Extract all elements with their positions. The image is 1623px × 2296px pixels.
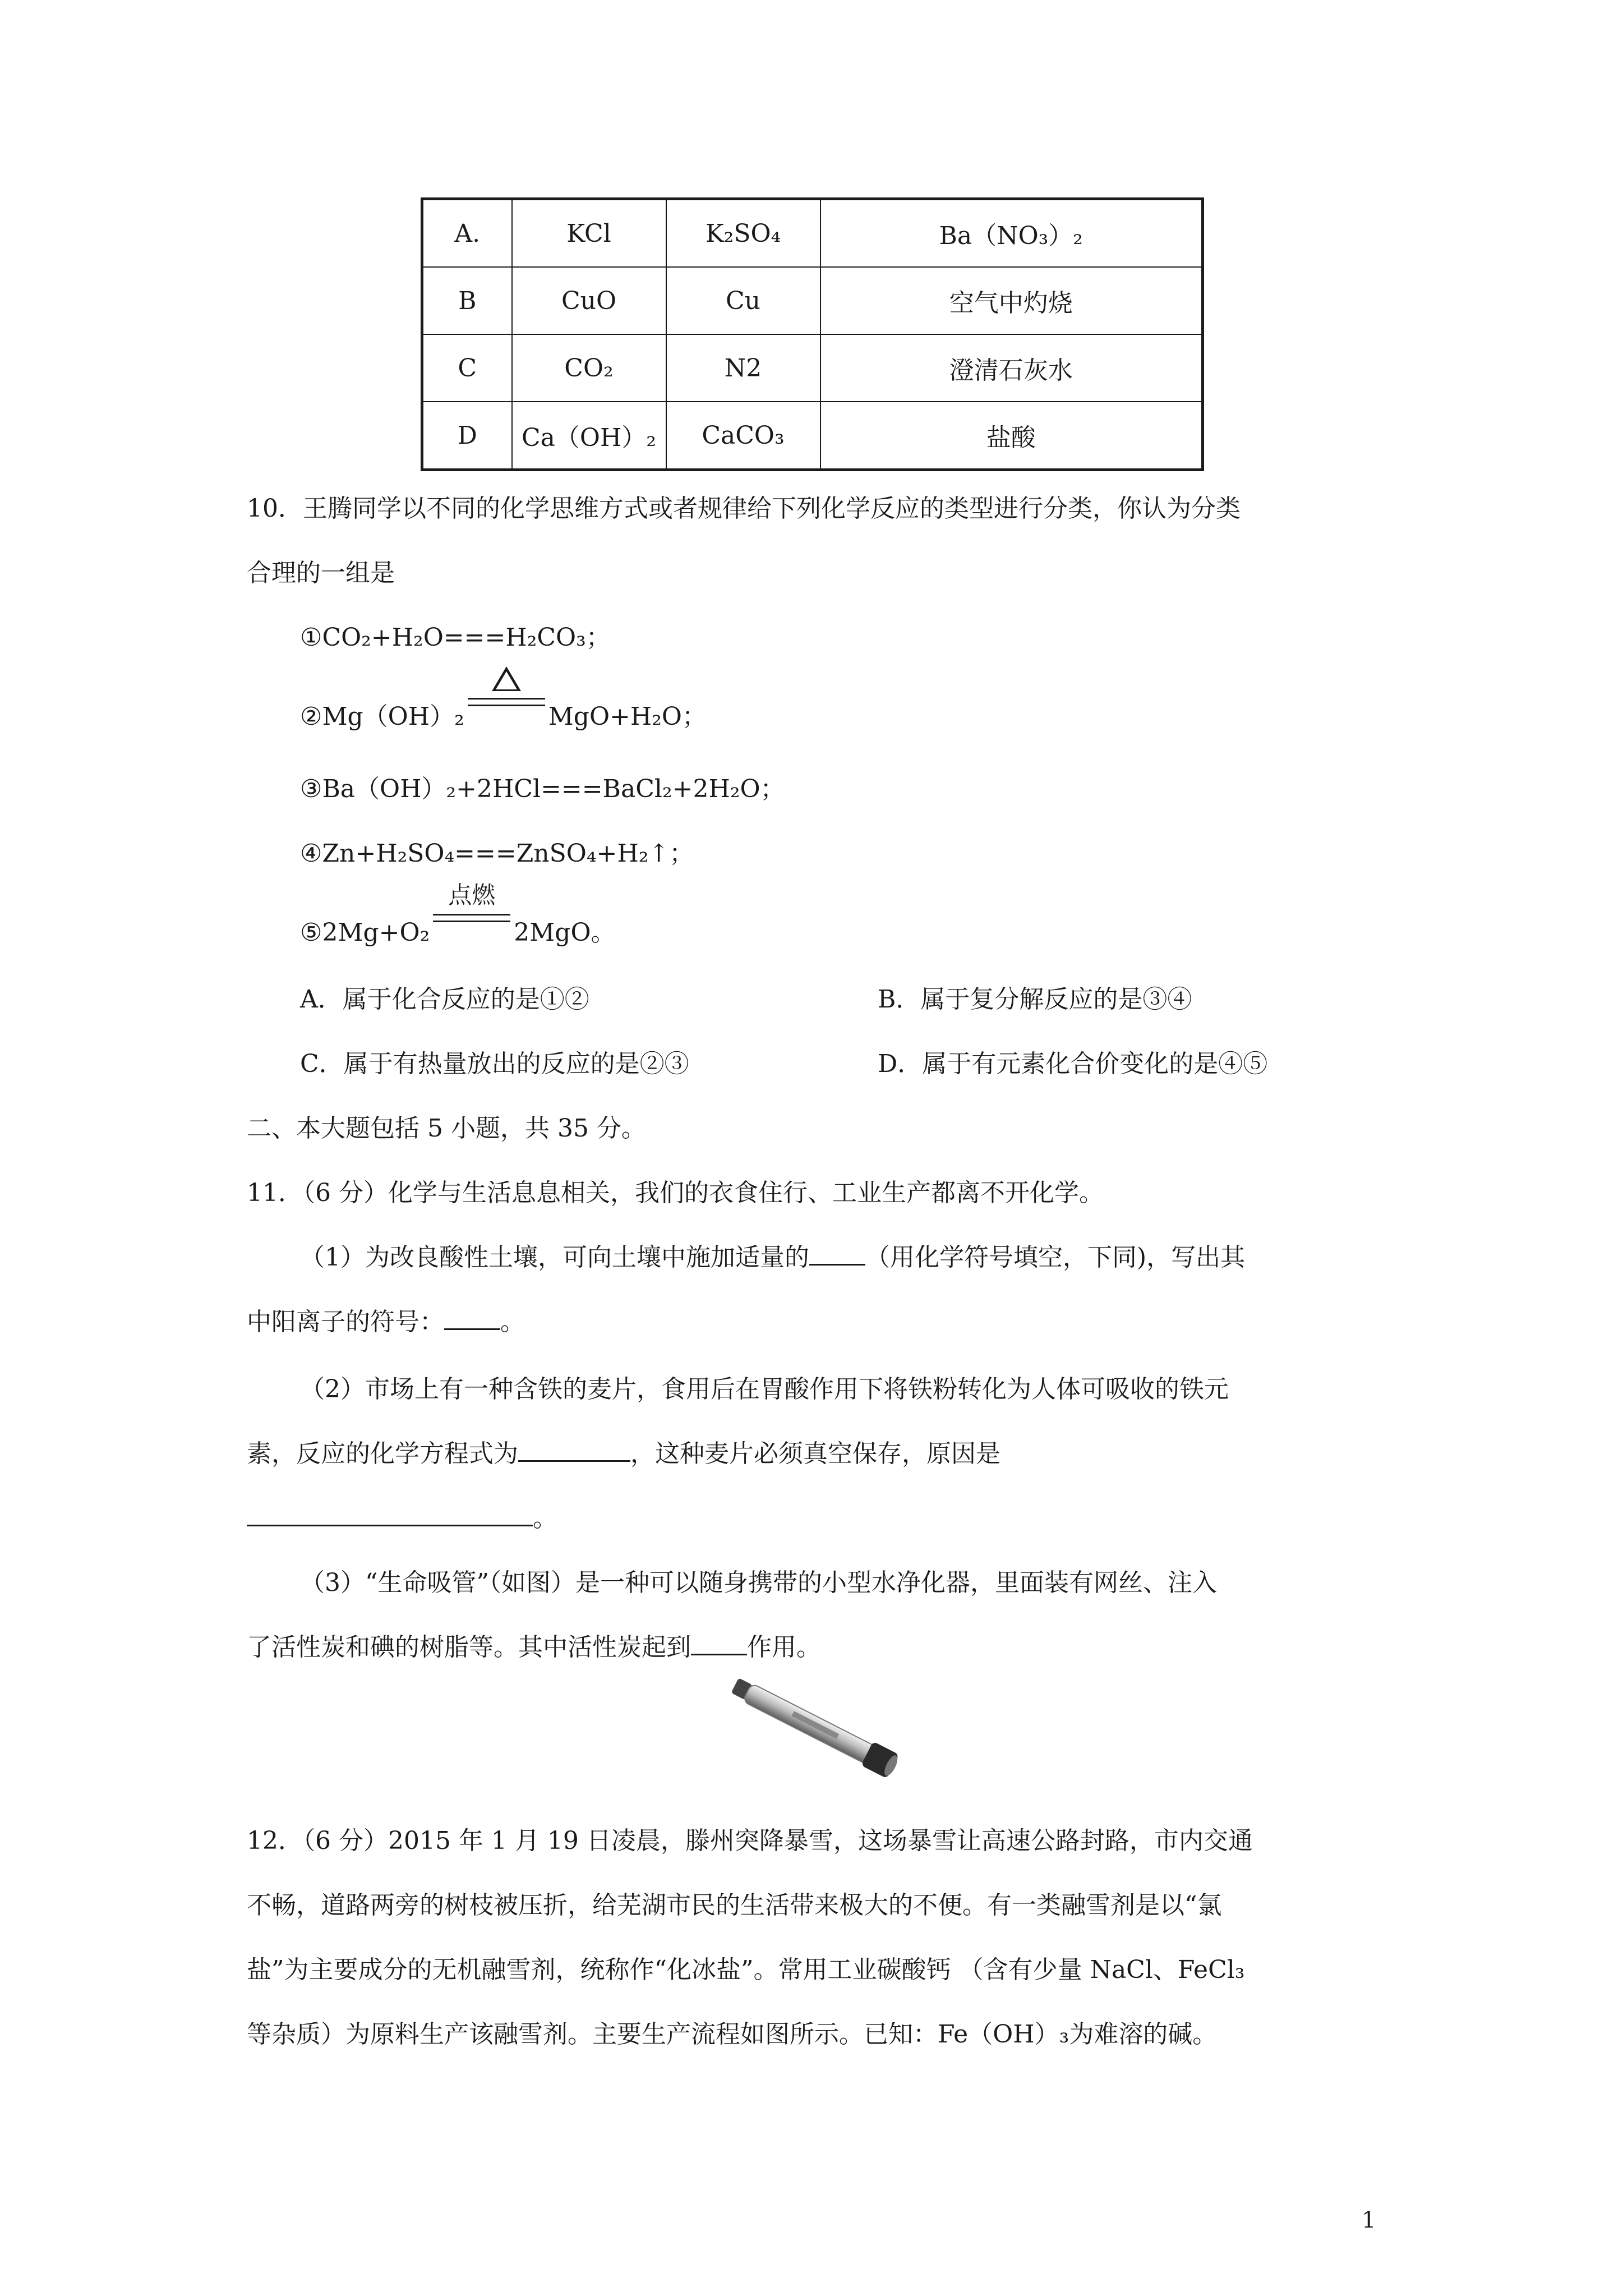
q11-part2-line1: （2）市场上有一种含铁的麦片，食用后在胃酸作用下将铁粉转化为人体可吸收的铁元: [300, 1375, 1229, 1404]
q10-equation-2: [300, 696, 707, 732]
row-label: D: [422, 402, 512, 470]
row-label: B: [422, 267, 512, 334]
table-cell: KCl: [512, 199, 666, 268]
answer-blank[interactable]: [809, 1263, 865, 1266]
q11-part2-line3: 。: [247, 1498, 557, 1534]
q12-line4: 等杂质）为原料生产该融雪剂。主要生产流程如图所示。已知：Fe（OH）₃为难溶的碱。: [247, 2020, 1218, 2049]
q12-line3: 盐”为主要成分的无机融雪剂，统称作“化冰盐”。常用工业碳酸钙 （含有少量 NaCl、FeCl₃: [247, 1955, 1245, 1984]
eq2-product: MgO+H₂O；: [548, 702, 707, 731]
table-cell: Ba（NO₃）₂: [820, 199, 1203, 268]
row-label: C: [422, 334, 512, 402]
heat-condition-sign: [464, 696, 548, 729]
table-cell: Cu: [666, 267, 820, 334]
q10-equation-4: ④Zn+H₂SO₄===ZnSO₄+H₂↑；: [300, 839, 694, 868]
eq5-reactant: ⑤2Mg+O₂: [300, 918, 430, 947]
life-straw-image: [721, 1673, 912, 1785]
table-cell: CaCO₃: [666, 402, 820, 470]
q10-option-b: B．属于复分解反应的是③④: [878, 985, 1192, 1014]
q10-equation-3: ③Ba（OH）₂+2HCl===BaCl₂+2H₂O；: [300, 775, 785, 803]
table-cell: CO₂: [512, 334, 666, 402]
ignite-condition-sign: [430, 881, 514, 945]
q10-stem-line2: 合理的一组是: [247, 559, 395, 587]
q10-equation-5: [300, 881, 616, 948]
answer-blank[interactable]: [247, 1524, 533, 1526]
q10-equation-1: ①CO₂+H₂O===H₂CO₃；: [300, 623, 611, 652]
q11-part2-line2: 素，反应的化学方程式为 ，这种麦片必须真空保存，原因是: [247, 1439, 1000, 1468]
eq2-reactant: ②Mg（OH）₂: [300, 702, 464, 731]
triangle-heat-icon: [492, 666, 521, 691]
table-cell: 盐酸: [820, 402, 1203, 470]
q12-line2: 不畅，道路两旁的树枝被压折，给芜湖市民的生活带来极大的不便。有一类融雪剂是以“氯: [247, 1891, 1222, 1920]
q11-part3-line2: 了活性炭和碘的树脂等。其中活性炭起到 作用。: [247, 1633, 821, 1662]
table-cell: CuO: [512, 267, 666, 334]
table-row: [422, 267, 1203, 334]
q10-option-d: D．属于有元素化合价变化的是④⑤: [878, 1050, 1268, 1078]
table-cell: 空气中灼烧: [820, 267, 1203, 334]
answer-blank[interactable]: [691, 1653, 747, 1655]
row-label: A.: [422, 199, 512, 268]
table-cell: N2: [666, 334, 820, 402]
q10-option-a: A．属于化合反应的是①②: [300, 985, 589, 1014]
page-number: 1: [1362, 2207, 1376, 2233]
answer-blank[interactable]: [444, 1328, 500, 1330]
q11-stem: 11．（6 分）化学与生活息息相关，我们的衣食住行、工业生产都离不开化学。: [247, 1179, 1104, 1207]
q12-line1: 12．（6 分）2015 年 1 月 19 日凌晨，滕州突降暴雪，这场暴雪让高速公路封路，市内交通: [247, 1826, 1253, 1855]
table-cell: K₂SO₄: [666, 199, 820, 268]
options-table: [421, 197, 1204, 471]
q11-part1-line1: （1）为改良酸性土壤，可向土壤中施加适量的 （用化学符号填空，下同)，写出其: [300, 1243, 1246, 1272]
q11-part3-line1: （3）“生命吸管”（如图）是一种可以随身携带的小型水净化器，里面装有网丝、注入: [300, 1568, 1217, 1597]
table-row: [422, 334, 1203, 402]
table-cell: 澄清石灰水: [820, 334, 1203, 402]
q10-option-c: C．属于有热量放出的反应的是②③: [300, 1050, 689, 1078]
q11-part1-line2: 中阳离子的符号： 。: [247, 1308, 525, 1336]
ignite-label: 点燃: [448, 881, 496, 909]
eq5-product: 2MgO。: [514, 918, 616, 947]
table-cell: Ca（OH）₂: [512, 402, 666, 470]
table-row: [422, 402, 1203, 470]
section-heading: 二、本大题包括 5 小题，共 35 分。: [247, 1114, 646, 1143]
q10-stem-line1: 10．王腾同学以不同的化学思维方式或者规律给下列化学反应的类型进行分类，你认为分类: [247, 494, 1241, 523]
answer-blank[interactable]: [518, 1460, 630, 1462]
table-row: [422, 199, 1203, 268]
